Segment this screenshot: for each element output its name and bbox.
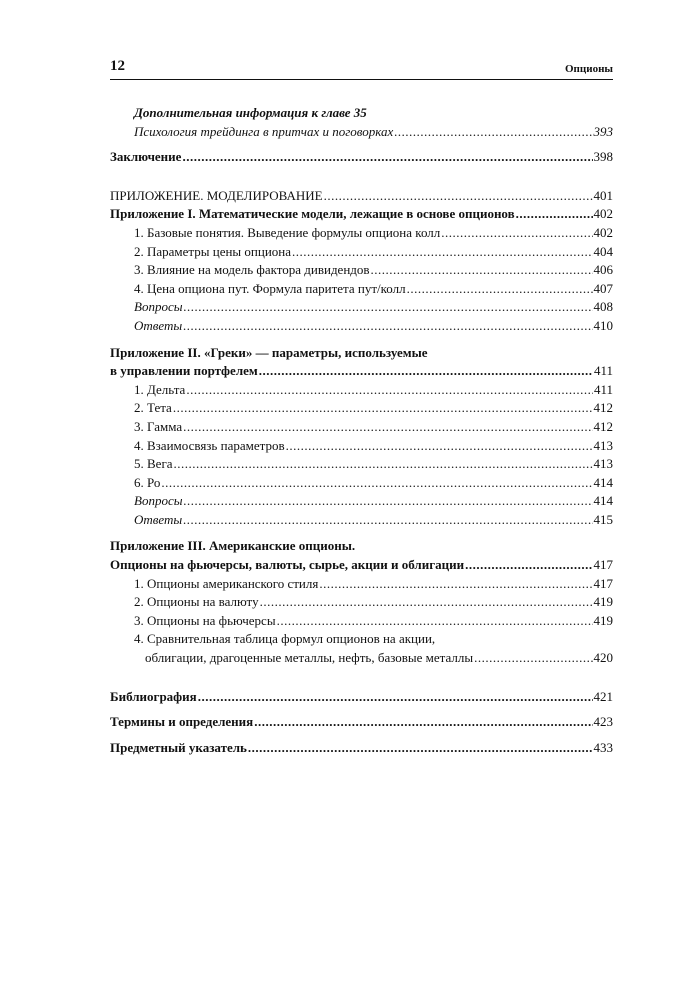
leader-dots (394, 123, 592, 142)
toc-heading-extra-info: Дополнительная информация к главе 35 (134, 105, 367, 120)
leader-dots (465, 556, 592, 575)
page-number: 12 (110, 58, 125, 74)
leader-dots (182, 148, 592, 167)
toc-entry-appendix-2[interactable]: в управлении портфелем ..... 411 (110, 362, 613, 381)
toc-entry-appendix-3[interactable]: Опционы на фьючерсы, валюты, сырье, акции и облигации ..... 417 (110, 556, 613, 575)
leader-dots (292, 243, 592, 262)
toc-entry-terms[interactable]: Термины и определения ..... 423 (110, 713, 613, 732)
leader-dots (259, 362, 593, 381)
leader-dots (183, 511, 592, 530)
leader-dots (441, 224, 592, 243)
toc-entry-app1-item-2[interactable]: 2. Параметры цены опциона ..... 404 (110, 243, 613, 262)
leader-dots (260, 593, 593, 612)
toc-entry-app2-item-1[interactable]: 1. Дельта ..... 411 (110, 381, 613, 400)
leader-dots (254, 713, 592, 732)
toc-entry-app2-item-5[interactable]: 5. Вега ..... 413 (110, 455, 613, 474)
toc-entry-conclusion[interactable]: Заключение ..... 398 (110, 148, 613, 167)
leader-dots (186, 381, 593, 400)
page-header (110, 55, 613, 80)
leader-dots (516, 205, 593, 224)
toc-entry-bibliography[interactable]: Библиография ..... 421 (110, 688, 613, 707)
toc-entry-app2-item-3[interactable]: 3. Гамма ..... 412 (110, 418, 613, 437)
toc-entry-app3-item-4[interactable]: облигации, драгоценные металлы, нефть, базовые металлы ..... 420 (110, 649, 613, 668)
leader-dots (324, 187, 593, 206)
toc-heading-appendix-3: Приложение III. Американские опционы. (110, 538, 356, 554)
toc-entry-app2-item-2[interactable]: 2. Тета ..... 412 (110, 399, 613, 418)
running-head: Опционы (565, 63, 613, 75)
leader-dots (248, 739, 593, 758)
leader-dots (174, 455, 593, 474)
toc-entry-app3-item-2[interactable]: 2. Опционы на валюту ..... 419 (110, 593, 613, 612)
toc-entry-appendix-1[interactable]: Приложение I. Математические модели, лежащие в основе опционов ..... 402 (110, 205, 613, 224)
toc-entry-app3-item-4-line1: 4. Сравнительная таблица формул опционов на акции, (134, 631, 436, 647)
toc-heading-appendix-2: Приложение II. «Греки» — параметры, используемые (110, 344, 428, 360)
toc-entry-app1-item-4[interactable]: 4. Цена опциона пут. Формула паритета пут/колл ..... 407 (110, 280, 613, 299)
leader-dots (319, 575, 592, 594)
leader-dots (277, 612, 593, 631)
leader-dots (184, 298, 593, 317)
toc-entry-app2-item-4[interactable]: 4. Взаимосвязь параметров ..... 413 (110, 437, 613, 456)
book-page (110, 55, 613, 757)
toc-entry-app1-item-1[interactable]: 1. Базовые понятия. Выведение формулы опциона колл ..... 402 (110, 224, 613, 243)
toc-entry-app1-questions[interactable]: Вопросы ..... 408 (110, 298, 613, 317)
toc-entry-app2-questions[interactable]: Вопросы ..... 414 (110, 492, 613, 511)
leader-dots (183, 418, 592, 437)
table-of-contents (110, 104, 613, 757)
leader-dots (161, 474, 592, 493)
toc-entry-index[interactable]: Предметный указатель ..... 433 (110, 739, 613, 758)
leader-dots (173, 399, 593, 418)
leader-dots (407, 280, 593, 299)
toc-entry-app1-item-3[interactable]: 3. Влияние на модель фактора дивидендов ..... 406 (110, 261, 613, 280)
leader-dots (286, 437, 593, 456)
toc-entry-app3-item-1[interactable]: 1. Опционы американского стиля ..... 417 (110, 575, 613, 594)
toc-entry-app2-item-6[interactable]: 6. Ро ..... 414 (110, 474, 613, 493)
leader-dots (474, 649, 592, 668)
toc-entry-app1-answers[interactable]: Ответы ..... 410 (110, 317, 613, 336)
leader-dots (198, 688, 593, 707)
toc-entry-app2-answers[interactable]: Ответы ..... 415 (110, 511, 613, 530)
toc-entry-psychology[interactable]: Психология трейдинга в притчах и поговорках ..... 393 (110, 123, 613, 142)
leader-dots (371, 261, 593, 280)
leader-dots (184, 492, 593, 511)
toc-entry-app3-item-3[interactable]: 3. Опционы на фьючерсы ..... 419 (110, 612, 613, 631)
leader-dots (183, 317, 592, 336)
toc-entry-appendix-part[interactable]: ПРИЛОЖЕНИЕ. МОДЕЛИРОВАНИЕ ..... 401 (110, 187, 613, 206)
